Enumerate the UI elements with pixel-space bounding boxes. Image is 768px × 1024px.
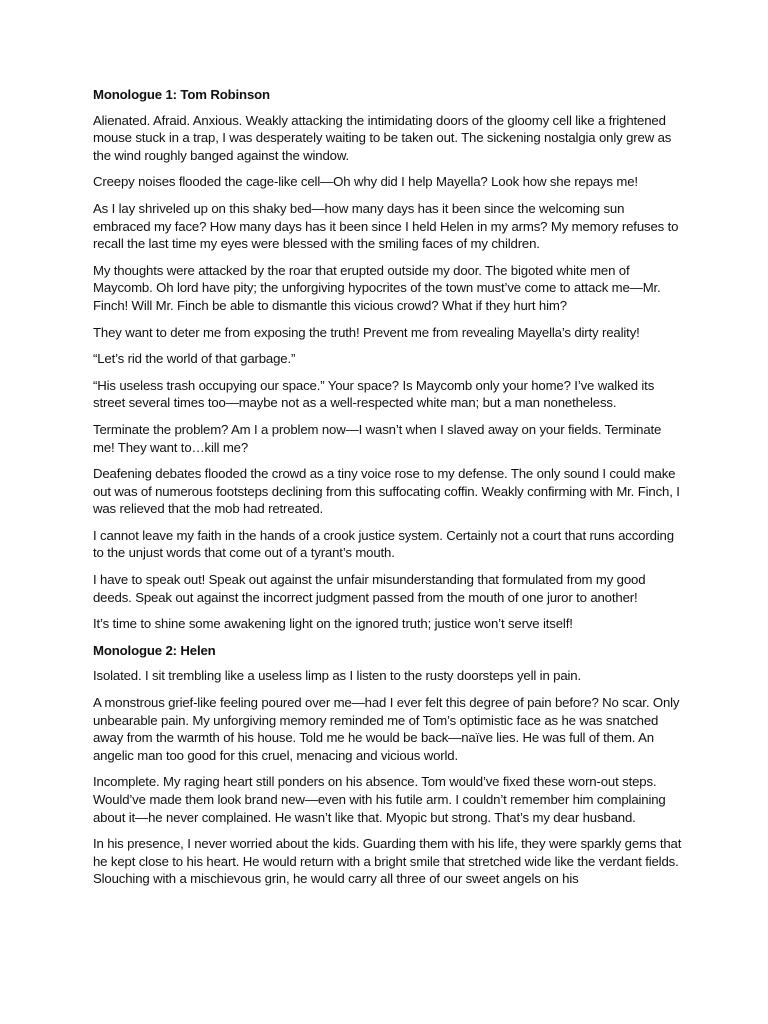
paragraph: Creepy noises flooded the cage-like cell—Oh why did I help Mayella? Look how she repays me! <box>93 174 638 190</box>
document-body <box>93 86 683 897</box>
paragraph: Terminate the problem? Am I a problem now—I wasn’t when I slaved away on your fields. Terminate me! They want to…kill me? <box>93 421 662 455</box>
paragraph: In his presence, I never worried about the kids. Guarding them with his life, they were sparkly gems that he kept close to his heart. He would return with a bright smile that stretched wide like the verdant fields. Slouching with a mischievous grin, he would carry all three of our sweet angels on his <box>93 836 682 887</box>
paragraph: “Let’s rid the world of that garbage.” <box>93 351 296 367</box>
paragraph: They want to deter me from exposing the truth! Prevent me from revealing Mayella’s dirty reality! <box>93 324 640 340</box>
paragraph: Deafening debates flooded the crowd as a tiny voice rose to my defense. The only sound I could make out was of numerous footsteps declining from this suffocating coffin. Weakly confirming with Mr. Finch, I was relieved that the mob had retreated. <box>93 466 680 517</box>
paragraph: I have to speak out! Speak out against the unfair misunderstanding that formulated from my good deeds. Speak out against the incorrect judgment passed from the mouth of one juror to another! <box>93 572 646 605</box>
paragraph: It’s time to shine some awakening light on the ignored truth; justice won’t serve itself! <box>93 616 573 632</box>
paragraph: I cannot leave my faith in the hands of a crook justice system. Certainly not a court that runs according to the unjust words that come out of a tyrant’s mouth. <box>93 527 674 561</box>
monologue-2-heading: Monologue 2: Helen <box>93 642 216 658</box>
paragraph: “His useless trash occupying our space.” Your space? Is Maycomb only your home? I’ve walked its street several times too—maybe not as a well-respected white man; but a man nonetheless. <box>93 377 655 411</box>
paragraph: My thoughts were attacked by the roar that erupted outside my door. The bigoted white men of Maycomb. Oh lord have pity; the unforgiving hypocrites of the town must’ve come to attack me—Mr. Finch! Will Mr. Finch be able to dismantle this vicious crowd? What if they hurt him? <box>93 262 661 313</box>
paragraph: As I lay shriveled up on this shaky bed—how many days has it been since the welcoming sun embraced my face? How many days has it been since I held Helen in my arms? My memory refuses to recall the last time my eyes were blessed with the smiling faces of my children. <box>93 200 679 252</box>
paragraph: A monstrous grief-like feeling poured over me—had I ever felt this degree of pain before? No scar. Only unbearable pain. My unforgiving memory reminded me of Tom’s optimistic face as he was snatched away from the warmth of his house. Told me he would be back—naïve lies. He was full of them. An angelic man too good for this cruel, menacing and vicious world. <box>93 695 680 763</box>
paragraph: Incomplete. My raging heart still ponders on his absence. Tom would’ve fixed these worn-out steps. Would’ve made them look brand new—even with his futile arm. I couldn’t remember him complaining about it—he never complained. He wasn’t like that. Myopic but strong. That’s my dear husband. <box>93 774 666 825</box>
monologue-1-heading: Monologue 1: Tom Robinson <box>93 87 270 102</box>
paragraph: Alienated. Afraid. Anxious. Weakly attacking the intimidating doors of the gloomy cell like a frightened mouse stuck in a trap, I was desperately waiting to be taken out. The sickening nostalgia only grew as the wind roughly banged against the window. <box>93 112 672 163</box>
paragraph: Isolated. I sit trembling like a useless limp as I listen to the rusty doorsteps yell in pain. <box>93 668 581 684</box>
